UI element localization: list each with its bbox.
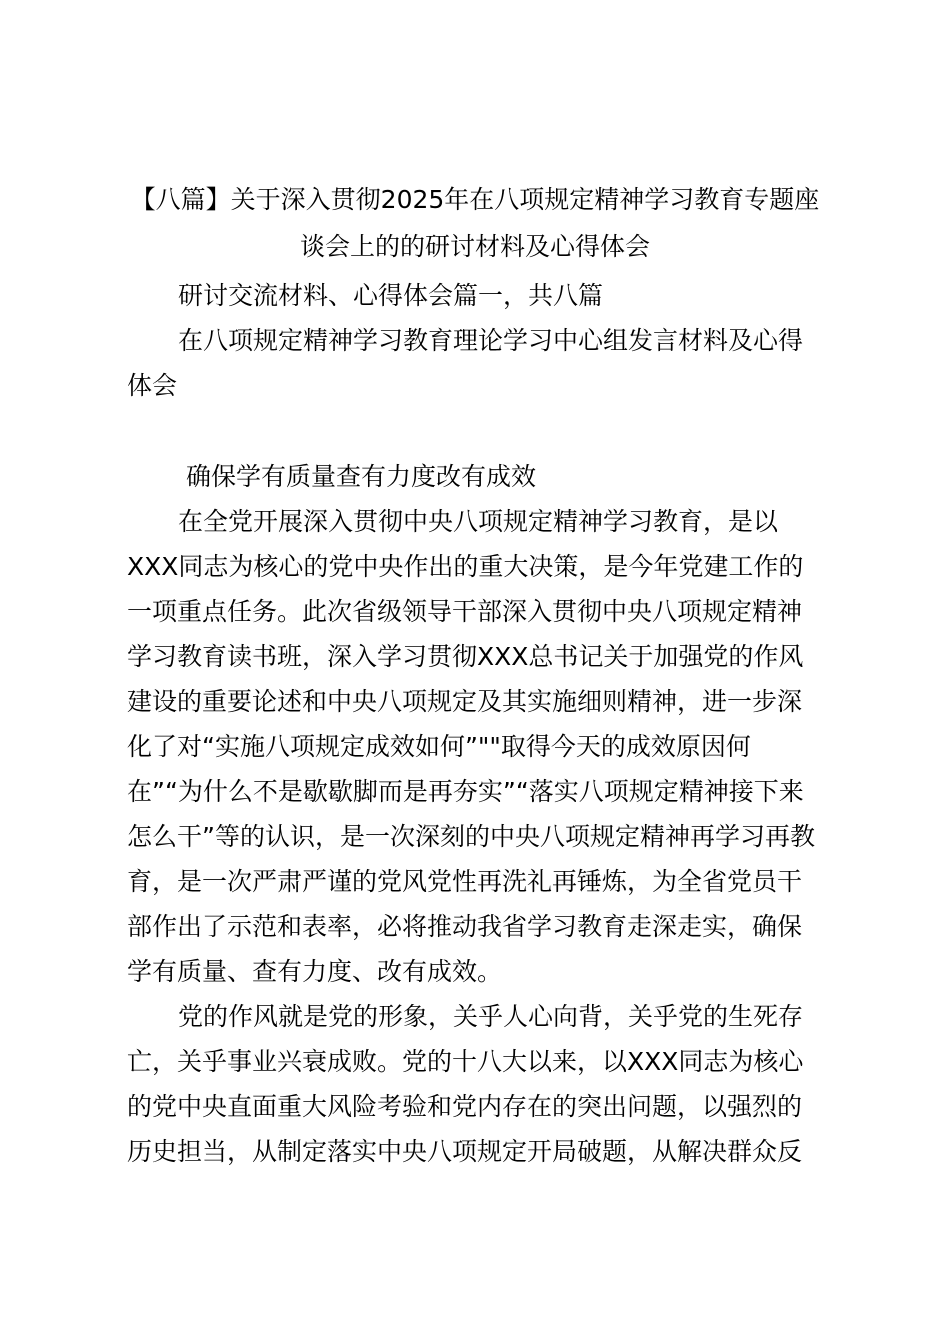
- paragraph-1-line: 一项重点任务。此次省级领导干部深入贯彻中央八项规定精神: [127, 597, 803, 626]
- paragraph-1-line: 在全党开展深入贯彻中央八项规定精神学习教育，是以: [178, 507, 779, 536]
- section-heading: 确保学有质量查有力度改有成效: [186, 462, 537, 491]
- paragraph-2-line: 亡，关乎事业兴衰成败。党的十八大以来，以XXX同志为核心: [127, 1047, 804, 1076]
- paragraph-1-line: 部作出了示范和表率，必将推动我省学习教育走深走实，确保: [127, 912, 803, 941]
- intro-line-1: 研讨交流材料、心得体会篇一，共八篇: [178, 281, 604, 310]
- paragraph-2-line: 的党中央直面重大风险考验和党内存在的突出问题，以强烈的: [127, 1092, 803, 1121]
- paragraph-1-line: 怎么干”等的认识，是一次深刻的中央八项规定精神再学习再教: [127, 822, 815, 851]
- paragraph-2-line: 党的作风就是党的形象，关乎人心向背，关乎党的生死存: [178, 1002, 804, 1031]
- paragraph-1-line: 学有质量、查有力度、改有成效。: [127, 957, 503, 986]
- paragraph-1-line: 在”“为什么不是歇歇脚而是再夯实”“落实八项规定精神接下来: [127, 777, 804, 806]
- title-line-2: 谈会上的的研讨材料及心得体会: [299, 232, 650, 261]
- paragraph-1-line: 育，是一次严肃严谨的党风党性再洗礼再锤炼，为全省党员干: [127, 867, 803, 896]
- paragraph-2-line: 历史担当，从制定落实中央八项规定开局破题，从解决群众反: [127, 1137, 803, 1166]
- intro-line-2: 在八项规定精神学习教育理论学习中心组发言材料及心得: [178, 326, 804, 355]
- title-line-1: 【八篇】关于深入贯彻2025年在八项规定精神学习教育专题座: [130, 185, 820, 214]
- paragraph-1-line: 化了对“实施八项规定成效如何”""取得今天的成效原因何: [127, 732, 751, 761]
- paragraph-1-line: 学习教育读书班，深入学习贯彻XXX总书记关于加强党的作风: [127, 642, 804, 671]
- paragraph-1-line: 建设的重要论述和中央八项规定及其实施细则精神，进一步深: [127, 687, 803, 716]
- intro-line-3: 体会: [127, 371, 178, 400]
- paragraph-1-line: XXX同志为核心的党中央作出的重大决策，是今年党建工作的: [127, 552, 804, 581]
